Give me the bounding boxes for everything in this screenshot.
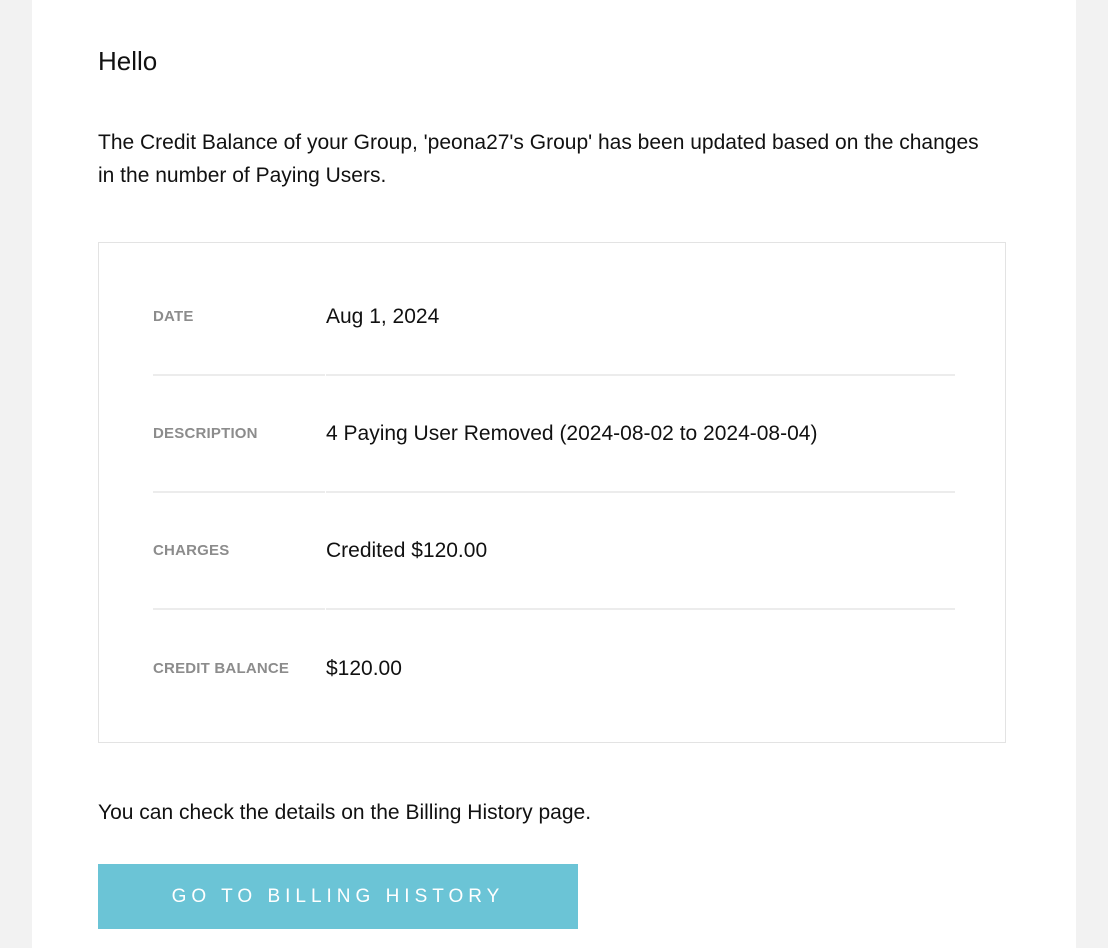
- description-value: 4 Paying User Removed (2024-08-02 to 2024-08-04): [326, 376, 955, 493]
- go-to-billing-history-button[interactable]: GO TO BILLING HISTORY: [98, 864, 578, 929]
- intro-text: The Credit Balance of your Group, 'peona27's Group' has been updated based on the changes in the number of Paying Users.: [98, 131, 979, 187]
- credit-balance-label: CREDIT BALANCE: [153, 660, 290, 677]
- description-row: [153, 376, 955, 493]
- billing-history-note: You can check the details on the Billing History page.: [98, 801, 592, 824]
- email-body: [32, 0, 1076, 948]
- greeting-text: Hello: [98, 46, 158, 76]
- description-label: DESCRIPTION: [153, 376, 325, 493]
- date-row: [153, 259, 955, 376]
- billing-details-card: [98, 242, 1006, 743]
- charges-label: CHARGES: [153, 493, 325, 610]
- credit-balance-row: [153, 610, 955, 727]
- charges-value: Credited $120.00: [326, 493, 955, 610]
- charges-row: [153, 493, 955, 610]
- date-label: DATE: [153, 259, 325, 376]
- date-value: Aug 1, 2024: [326, 259, 955, 376]
- credit-balance-value: $120.00: [326, 656, 402, 680]
